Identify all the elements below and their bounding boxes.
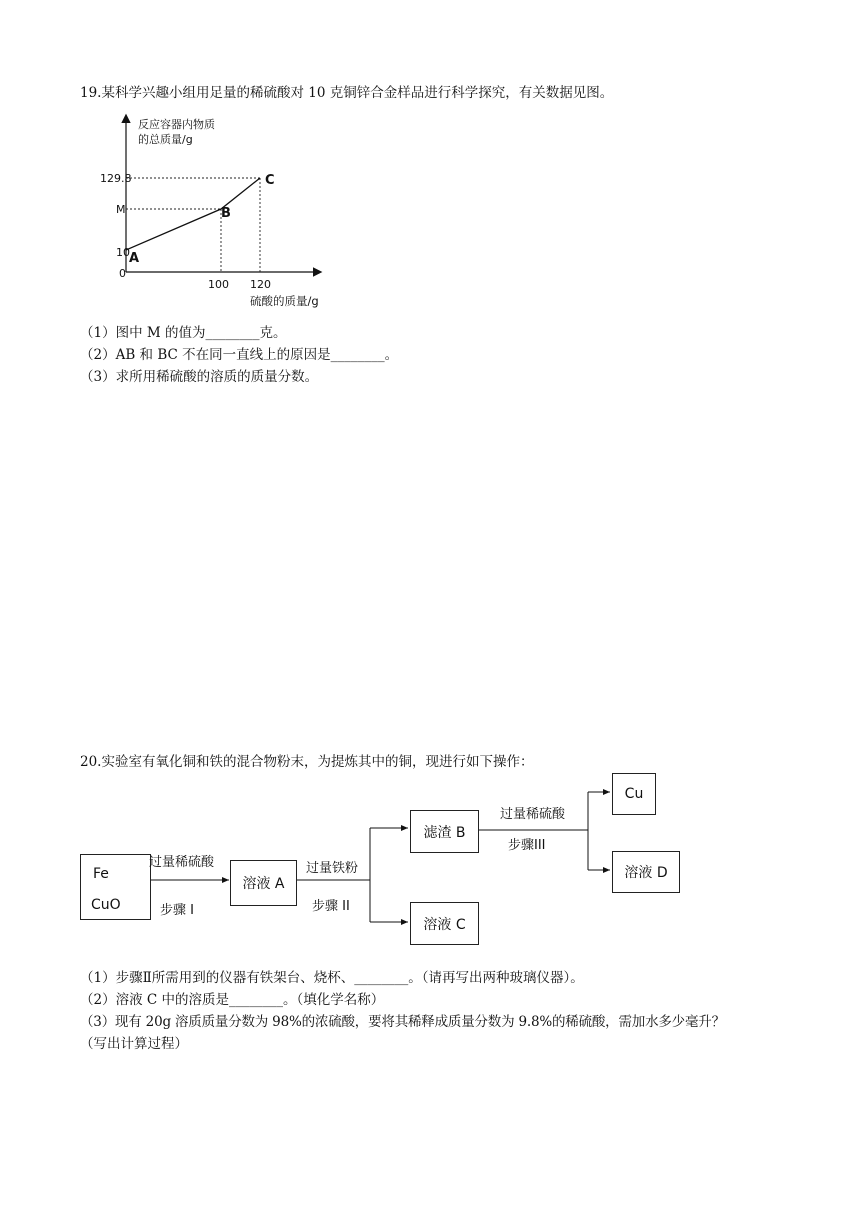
q20-sub2: （2）溶液 C 中的溶质是________。（填化学名称） — [80, 992, 385, 1008]
step-1: 步骤 I — [160, 903, 194, 918]
point-label-b: B — [221, 206, 231, 221]
reagent-3: 过量稀硫酸 — [500, 807, 566, 822]
q19-sub3: （3）求所用稀硫酸的溶质的质量分数。 — [80, 369, 319, 385]
step-2: 步骤 II — [312, 899, 350, 914]
q19-chart — [80, 112, 340, 312]
x-tick-100: 100 — [208, 278, 229, 291]
reagent-2: 过量铁粉 — [306, 861, 359, 876]
y-tick-10: 10 — [116, 246, 130, 259]
q20-title: 20.实验室有氧化铜和铁的混合物粉末，为提炼其中的铜，现进行如下操作： — [80, 754, 534, 770]
step-3: 步骤III — [508, 838, 546, 853]
start-fe: Fe — [93, 866, 109, 882]
box-solution-a: 溶液 A — [230, 860, 297, 906]
box-cu: Cu — [612, 773, 656, 815]
box-solution-d: 溶液 D — [612, 851, 680, 893]
x-tick-120: 120 — [250, 278, 271, 291]
q19-title: 19.某科学兴趣小组用足量的稀硫酸对 10 克铜锌合金样品进行科学探究，有关数据见图。 — [80, 85, 614, 101]
y-axis-label-2: 的总质量/g — [138, 133, 193, 146]
point-label-a: A — [129, 251, 140, 266]
y-tick-M: M — [116, 203, 126, 216]
q20-sub3: （3）现有 20g 溶质质量分数为 98%的浓硫酸，要将其稀释成质量分数为 9.8%的稀硫酸，需加水多少毫升？ — [80, 1014, 725, 1030]
data-line — [126, 178, 260, 250]
q20-sub3b: （写出计算过程） — [80, 1036, 188, 1052]
point-label-c: C — [265, 173, 275, 188]
box-residue-b: 滤渣 B — [410, 810, 479, 853]
reagent-1: 过量稀硫酸 — [149, 855, 215, 870]
q19-sub1: （1）图中 M 的值为________克。 — [80, 325, 287, 341]
y-axis-label-1: 反应容器内物质 — [138, 118, 215, 131]
y-tick-129.8: 129.8 — [100, 172, 132, 185]
origin-label: 0 — [119, 267, 126, 280]
box-solution-c: 溶液 C — [410, 902, 479, 945]
q20-sub1: （1）步骤Ⅱ所需用到的仪器有铁架台、烧杯、________。（请再写出两种玻璃仪器）。 — [80, 970, 584, 986]
x-axis-label: 硫酸的质量/g — [250, 294, 319, 308]
start-box — [80, 854, 151, 920]
start-cuo: CuO — [91, 897, 121, 913]
q19-sub2: （2）AB 和 BC 不在同一直线上的原因是________。 — [80, 347, 399, 363]
